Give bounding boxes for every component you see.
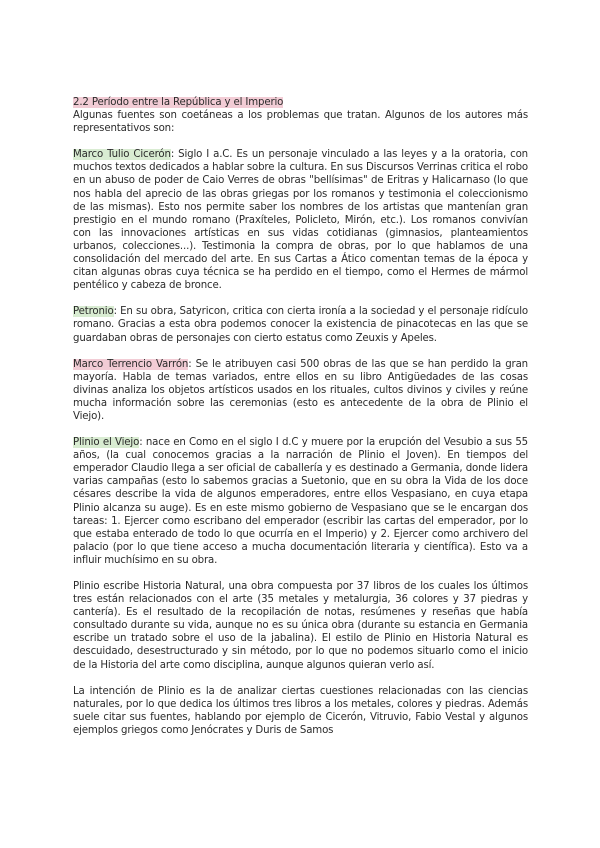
author-entry-petronio	[73, 305, 528, 344]
author-entry-ciceron	[73, 148, 528, 292]
author-text-ciceron: : Siglo I a.C. Es un personaje vinculado a las leyes y a la oratoria, con muchos textos dedicados a hablar sobre la cultura. En sus Discursos Verrinas critica el robo en un abuso de poder de Caio Verres de obras "bellísimas" de Eritras y Halicarnaso (lo que nos habla del aprecio de las obras griegas por los romanos y testimonia el coleccionismo de las mismas). Esto nos permite saber los nombres de los artistas que mantenían gran prestigio en el mundo romano (Praxíteles, Policleto, Mirón, etc.). Los romanos convivían con las innovaciones artísticas en sus vidas cotidianas (gimnasios, planteamientos urbanos, colecciones...). Testimonia la compra de obras, por lo que hablamos de una consolidación del mercado del arte. En sus Cartas a Ático comentan temas de la época y citan algunas obras cuya técnica se ha perdido en el tiempo, como el Hermes de mármol pentélico y cabeza de bronce.	[73, 149, 528, 292]
author-name-plinio: Plinio el Viejo	[73, 437, 140, 449]
section-heading	[73, 96, 528, 109]
author-name-varron: Marco Terrencio Varrón	[73, 358, 189, 370]
author-name-petronio: Petronio	[73, 306, 114, 318]
document-body	[73, 96, 528, 737]
author-text-plinio: : nace en Como en el siglo I d.C y muere por la erupción del Vesubio a sus 55 años, (la cual conocemos gracias a la narración de Plinio el Joven). En tiempos del emperador Claudio llega a ser oficial de caballería y es destinado a Germania, donde lidera varias campañas (esto lo sabemos gracias a Suetonio, que en su obra la Vida de los doce césares describe la vida de algunos emperadores, entre ellos Vespasiano, en cuya etapa Plinio alcanza su auge). Es en este mismo gobierno de Vespasiano que se le encargan dos tareas: 1. Ejercer como escribano del emperador (escribir las cartas del emperador, por lo que estaba enterado de todo lo que ocurría en el Imperio) y 2. Ejercer como archivero del palacio (por lo que tiene acceso a mucha documentación literaria y científica). Esto va a influir muchísimo en su obra.	[73, 437, 528, 566]
author-name-ciceron: Marco Tulio Cicerón	[73, 149, 171, 161]
author-text-petronio: : En su obra, Satyricon, critica con cierta ironía a la sociedad y el personaje ridículo romano. Gracias a esta obra podemos conocer la existencia de pinacotecas en las que se guardaban obras de personajes con cierto estatus como Zeuxis y Apeles.	[73, 306, 528, 344]
paragraph-intencion-plinio: La intención de Plinio es la de analizar ciertas cuestiones relacionadas con las ciencias naturales, por lo que dedica los últimos tres libros a los metales, colores y piedras. Además suele citar sus fuentes, hablando por ejemplo de Cicerón, Vitruvio, Fabio Vestal y algunos ejemplos griegos como Jenócrates y Duris de Samos	[73, 685, 528, 736]
author-text-varron: : Se le atribuyen casi 500 obras de las que se han perdido la gran mayoría. Habla de temas variados, entre ellos en su libro Antigüedades de las cosas divinas analiza los objetos artísticos usados en los rituales, cultos divinos y civiles y reúne mucha información sobre las ceremonias (esto es antecedente de la obra de Plinio el Viejo).	[73, 358, 528, 422]
intro-paragraph: Algunas fuentes son coetáneas a los problemas que tratan. Algunos de los autores más representativos son:	[73, 110, 528, 135]
author-entry-varron	[73, 358, 528, 423]
section-heading-text: 2.2 Período entre la República y el Imperio	[73, 97, 284, 108]
paragraph-historia-natural: Plinio escribe Historia Natural, una obra compuesta por 37 libros de los cuales los últimos tres están relacionados con el arte (35 metales y metalurgia, 36 colores y 37 piedras y cantería). Es el resultado de la recopilación de notas, resúmenes y reseñas que había consultado durante su vida, aunque no es su única obra (durante su estancia en Germania escribe un tratado sobre el uso de la jabalina). El estilo de Plinio en Historia Natural es descuidado, desestructurado y sin método, por lo que no podemos situarlo como el inicio de la Historia del arte como disciplina, aunque algunos quieran verlo así.	[73, 581, 528, 671]
author-entry-plinio	[73, 436, 528, 567]
